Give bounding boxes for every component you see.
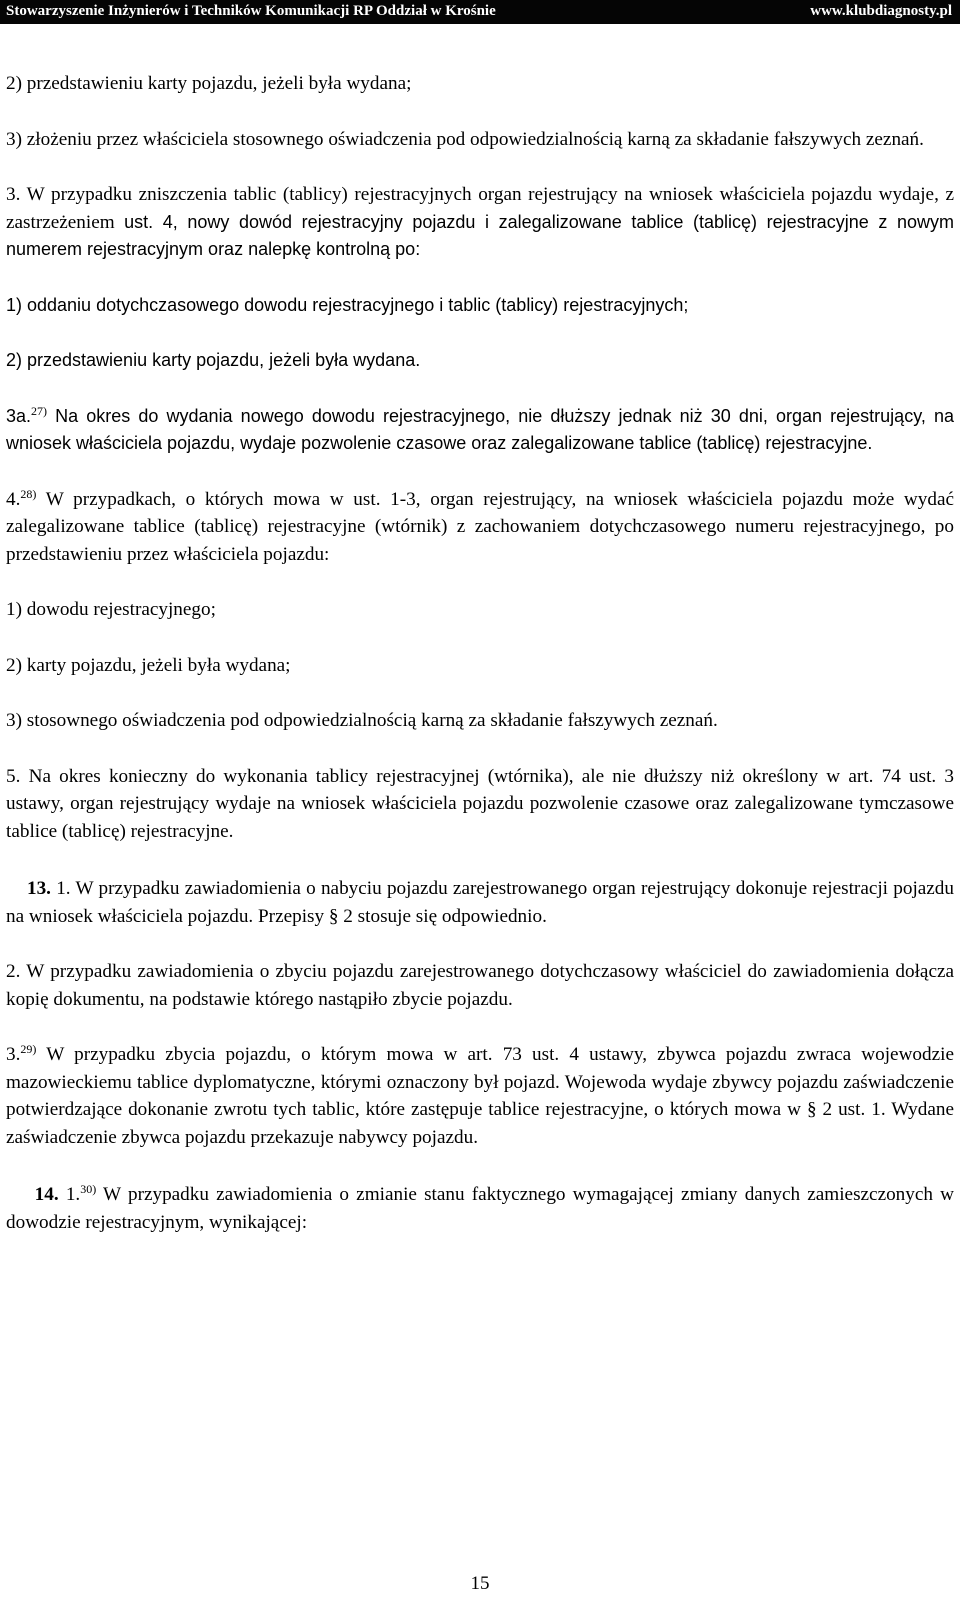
section-number-14: 14. [34, 1184, 59, 1205]
footnote-ref-29: 29) [20, 1042, 37, 1056]
paragraph-p14-text: W przypadku zbycia pojazdu, o którym mowa w art. 73 ust. 4 ustawy, zbywca pojazdu zwraca wojewodzie mazowieckiemu tablice dyplomatyczne, którymi oznaczony był pojazd. Wojewoda wydaje zbywcy pojazdu zaświadczenie potwierdzające dokonanie zwrotu tych tablic, które zastępuje tablice rejestracyjne, o których mowa w § 2 ust. 1. Wydane zaświadczenie zbywca pojazdu przekazuje nabywcy pojazdu. [6, 1044, 954, 1148]
footnote-ref-27: 27) [31, 403, 48, 418]
paragraph-p10: 3) stosownego oświadczenia pod odpowiedzialnością karną za składanie fałszywych zeznań. [6, 710, 718, 731]
page-header [0, 0, 960, 24]
paragraph-p12 [6, 875, 954, 930]
paragraph-p11: 5. Na okres konieczny do wykonania tablicy rejestracyjnej (wtórnika), ale nie dłuższy niż określony w art. 74 ust. 3 ustawy, organ rejestrujący wydaje na wniosek właściciela pojazdu pozwolenie czasowe oraz zalegalizowane tymczasowe tablice (tablicę) rejestracyjne. [6, 765, 954, 842]
footnote-ref-28: 28) [20, 486, 37, 501]
paragraph-p15-text: W przypadku zawiadomienia o zmianie stanu faktycznego wymagającej zmiany danych zamieszczonych w dowodzie rejestracyjnym, wynikającej: [6, 1184, 955, 1233]
paragraph-p15 [6, 1181, 954, 1236]
paragraph-p6 [6, 403, 954, 458]
paragraph-p7-text: W przypadkach, o których mowa w ust. 1-3, organ rejestrujący, na wniosek właściciela pojazdu może wydać zalegalizowane tablice (tablicę) rejestracyjne (wtórnik) z zachowaniem dotychczasowego numeru rejestracyjnego, po przedstawieniu przez właściciela pojazdu: [6, 488, 954, 565]
paragraph-p6-number: 3a. [6, 405, 32, 426]
paragraph-p8: 1) dowodu rejestracyjnego; [6, 599, 216, 620]
paragraph-p2: 3) złożeniu przez właściciela stosownego oświadczenia pod odpowiedzialnością karną za składanie fałszywych zeznań. [6, 128, 924, 150]
paragraph-p3 [6, 181, 954, 264]
paragraph-p6-text: Na okres do wydania nowego dowodu rejestracyjnego, nie dłuższy jednak niż 30 dni, organ rejestrujący, na wniosek właściciela pojazdu, wydaje pozwolenie czasowe oraz zalegalizowane tablice (tablicę) rejestracyjne. [6, 405, 954, 453]
header-organization: Stowarzyszenie Inżynierów i Techników Komunikacji RP Oddział w Krośnie [6, 3, 496, 19]
paragraph-p1: 2) przedstawieniu karty pojazdu, jeżeli była wydana; [6, 73, 412, 94]
paragraph-p3-serif: 3. W przypadku zniszczenia tablic (tablicy) rejestracyjnych organ rejestrujący na wniosek właściciela pojazdu wydaje, z zastrzeżeniem [6, 184, 954, 233]
paragraph-p15-pre: 1. [58, 1184, 81, 1205]
paragraph-p7-number: 4. [6, 488, 21, 510]
paragraph-p13: 2. W przypadku zawiadomienia o zbyciu pojazdu zarejestrowanego dotychczasowy właściciel do zawiadomienia dołącza kopię dokumentu, na podstawie którego nastąpiło zbycie pojazdu. [6, 961, 954, 1010]
document-body [6, 70, 954, 1236]
paragraph-p14 [6, 1041, 954, 1151]
section-number-13: 13. [26, 878, 51, 899]
footnote-ref-30: 30) [80, 1182, 97, 1196]
paragraph-p4: 1) oddaniu dotychczasowego dowodu rejestracyjnego i tablic (tablicy) rejestracyjnych; [6, 294, 689, 315]
header-website: www.klubdiagnosty.pl [810, 3, 952, 19]
paragraph-p14-number: 3. [6, 1044, 21, 1065]
paragraph-p5: 2) przedstawieniu karty pojazdu, jeżeli była wydana. [6, 350, 421, 370]
paragraph-p3-sans: ust. 4, nowy dowód rejestracyjny pojazdu i zalegalizowane tablice (tablicę) rejestracyjne z nowym numerem rejestracyjnym oraz nalepkę kontrolną po: [6, 211, 954, 259]
paragraph-p12-text: 1. W przypadku zawiadomienia o nabyciu pojazdu zarejestrowanego organ rejestrujący dokonuje rejestracji pojazdu na wniosek właściciela pojazdu. Przepisy § 2 stosuje się odpowiednio. [6, 878, 954, 927]
paragraph-p9: 2) karty pojazdu, jeżeli była wydana; [6, 654, 291, 676]
paragraph-p7 [6, 486, 954, 569]
page-number: 15 [470, 1573, 490, 1594]
